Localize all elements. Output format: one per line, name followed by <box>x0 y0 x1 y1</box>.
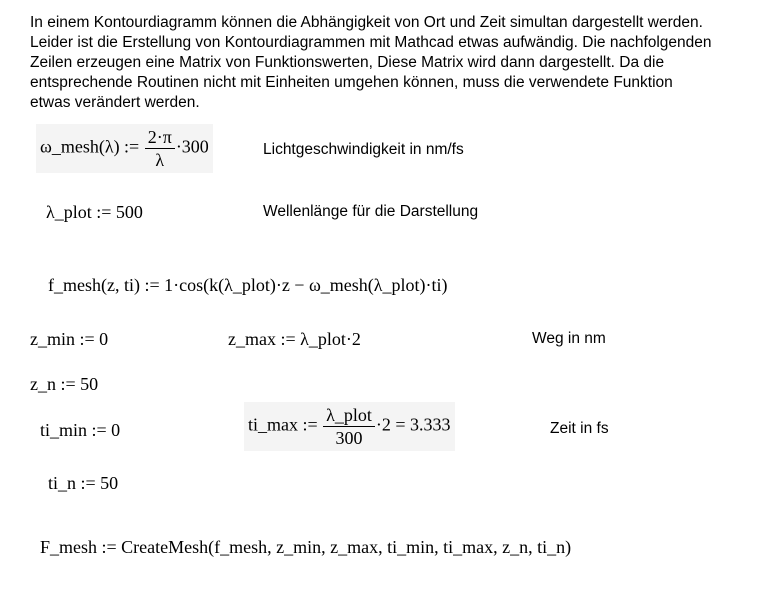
ti-max-definition[interactable] <box>244 402 455 451</box>
ti-comment[interactable]: Zeit in fs <box>550 420 609 437</box>
intro-line: entsprechende Routinen nicht mit Einheiten umgehen können, muss die verwendete Funktion <box>30 74 673 91</box>
create-mesh-definition[interactable]: F_mesh := CreateMesh(f_mesh, z_min, z_max, ti_min, ti_max, z_n, ti_n) <box>40 537 572 557</box>
omega-mesh-definition[interactable] <box>36 124 213 173</box>
z-min-definition[interactable]: z_min := 0 <box>30 329 109 349</box>
lambda-plot-comment[interactable]: Wellenlänge für die Darstellung <box>263 203 479 220</box>
intro-line: Leider ist die Erstellung von Kontourdiagrammen mit Mathcad etwas aufwändig. Die nachfolgenden <box>30 34 712 51</box>
ti-n-definition[interactable]: ti_n := 50 <box>48 473 119 493</box>
intro-line: In einem Kontourdiagramm können die Abhängigkeit von Ort und Zeit simultan dargestellt werden. <box>30 14 703 31</box>
ti-max-fraction <box>323 404 375 449</box>
omega-mesh-fraction <box>145 126 175 171</box>
omega-mesh-numerator: 2·π <box>145 126 175 149</box>
z-n-definition[interactable]: z_n := 50 <box>30 374 99 394</box>
ti-max-result: ·2 = 3.333 <box>375 414 451 435</box>
omega-mesh-lhs: ω_mesh(λ) := <box>40 136 140 157</box>
ti-max-numerator: λ_plot <box>323 404 375 427</box>
omega-mesh-denominator: λ <box>155 150 165 170</box>
f-mesh-definition[interactable]: f_mesh(z, ti) := 1·cos(k(λ_plot)·z − ω_mesh(λ_plot)·ti) <box>48 275 448 295</box>
intro-line: Zeilen erzeugen eine Matrix von Funktionswerten, Diese Matrix wird dann dargestellt. Da die <box>30 54 665 71</box>
intro-text <box>30 13 760 113</box>
omega-mesh-comment[interactable]: Lichtgeschwindigkeit in nm/fs <box>263 141 464 158</box>
z-max-definition[interactable]: z_max := λ_plot·2 <box>228 329 361 349</box>
z-comment[interactable]: Weg in nm <box>532 330 606 347</box>
ti-min-definition[interactable]: ti_min := 0 <box>40 420 121 440</box>
intro-line: etwas verändert werden. <box>30 94 200 111</box>
lambda-plot-definition[interactable]: λ_plot := 500 <box>46 202 143 222</box>
omega-mesh-factor: ·300 <box>175 136 209 157</box>
ti-max-lhs: ti_max := <box>248 414 318 435</box>
ti-max-denominator: 300 <box>335 428 363 448</box>
